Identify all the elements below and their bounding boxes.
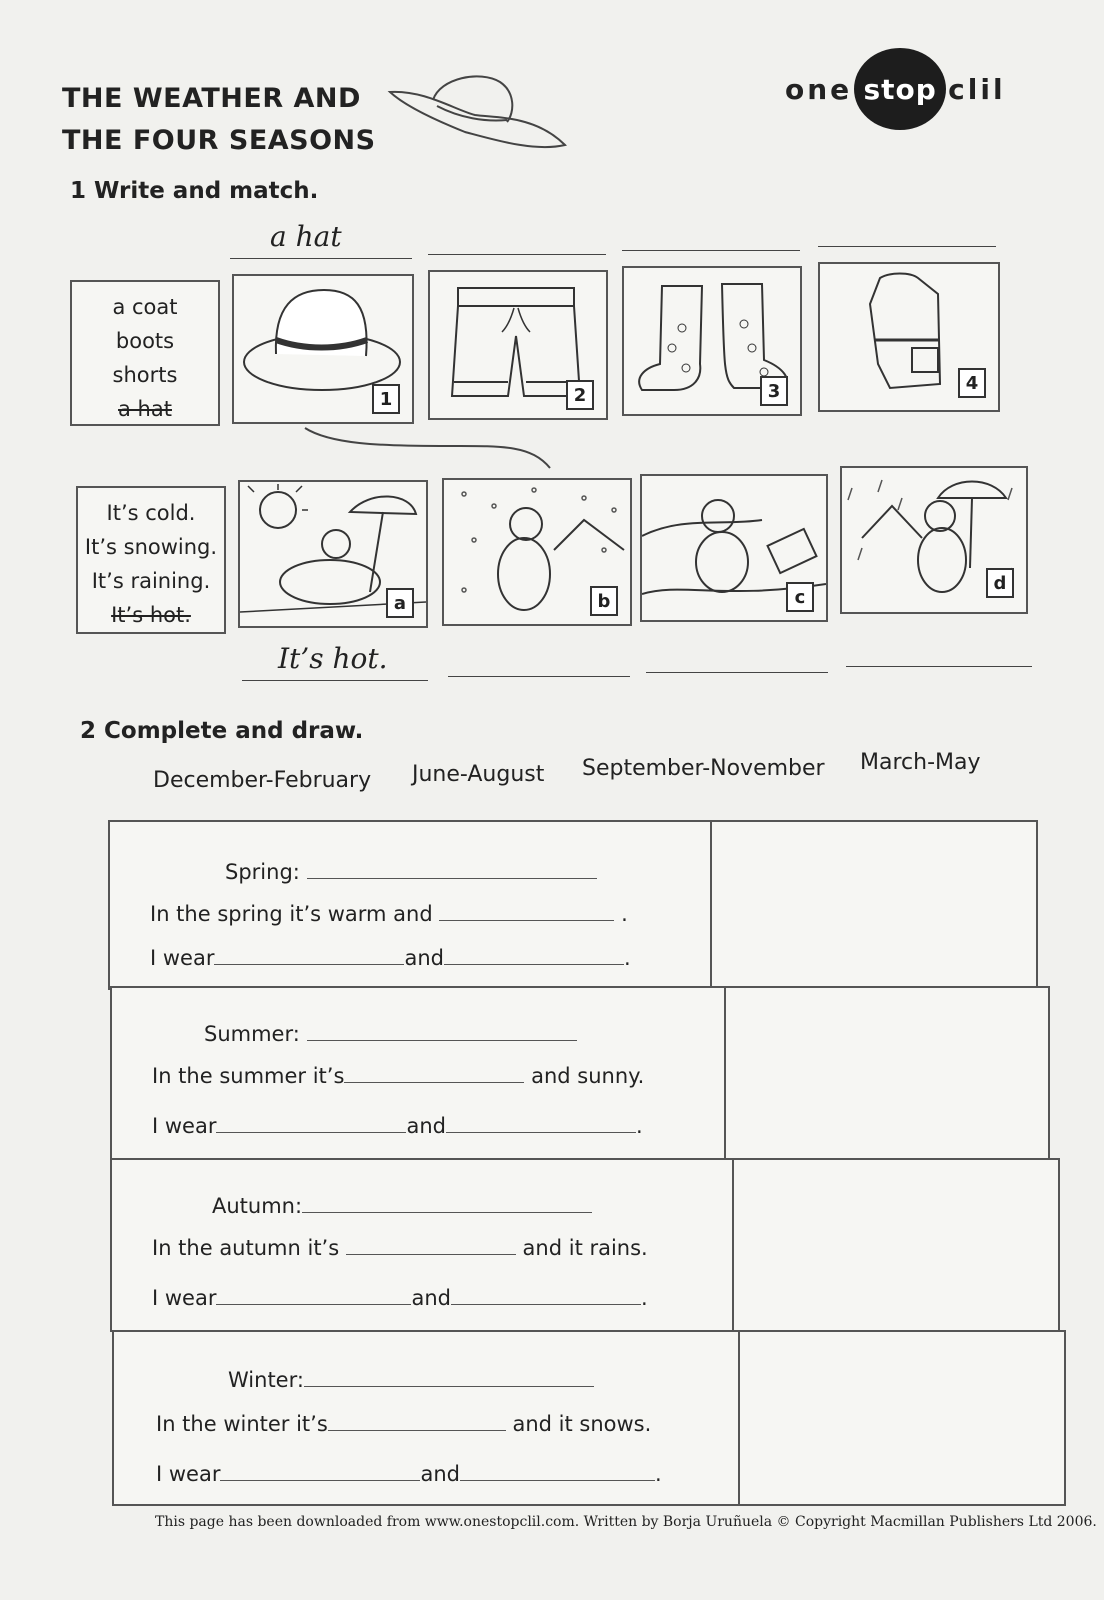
brand-clil: clil bbox=[948, 72, 1006, 106]
match-line bbox=[300, 422, 570, 472]
letter-d: d bbox=[986, 568, 1014, 598]
months-dec-feb: December-February bbox=[153, 768, 372, 793]
picture-snowing bbox=[442, 478, 632, 626]
answer-line-2[interactable] bbox=[428, 254, 606, 255]
spring-wear: I wear bbox=[150, 946, 215, 970]
picture-shorts bbox=[428, 270, 608, 420]
copyright-footer: This page has been downloaded from www.onestopclil.com. Written by Borja Uruñuela © Copyright Macmillan Publishers Ltd 2006. bbox=[155, 1514, 1097, 1530]
word-coat: a coat bbox=[112, 295, 178, 319]
months-sep-nov: September-November bbox=[582, 756, 825, 781]
brand-logo bbox=[785, 48, 1006, 130]
word-snowing: It’s snowing. bbox=[84, 535, 218, 559]
months-mar-may: March-May bbox=[860, 750, 981, 775]
number-2: 2 bbox=[566, 380, 594, 410]
divider bbox=[738, 1332, 740, 1504]
summer-wear: I wear bbox=[152, 1114, 217, 1138]
exercise1-heading: 1 Write and match. bbox=[70, 178, 319, 204]
letter-b: b bbox=[590, 586, 618, 616]
word-hot: It’s hot. bbox=[111, 603, 191, 627]
autumn-label: Autumn: bbox=[212, 1194, 303, 1218]
winter-months-blank[interactable] bbox=[304, 1386, 594, 1387]
autumn-wear: I wear bbox=[152, 1286, 217, 1310]
winter-end: . bbox=[654, 1462, 662, 1486]
autumn-line1: In the autumn it’s bbox=[152, 1236, 340, 1260]
winter-wear: I wear bbox=[156, 1462, 221, 1486]
spring-weather-blank[interactable] bbox=[439, 920, 614, 921]
weather-answer-line-4[interactable] bbox=[846, 666, 1032, 667]
word-hat: a hat bbox=[118, 397, 172, 421]
title-line-1: THE WEATHER AND bbox=[62, 83, 361, 114]
summer-wear-blank-2[interactable] bbox=[446, 1132, 636, 1133]
spring-and: and bbox=[404, 946, 444, 970]
summer-months-blank[interactable] bbox=[307, 1040, 577, 1041]
divider bbox=[724, 988, 726, 1160]
clothes-answer-1: a hat bbox=[270, 220, 342, 253]
autumn-line1-end: and it rains. bbox=[522, 1236, 648, 1260]
winter-drawing-area[interactable] bbox=[742, 1334, 1062, 1502]
months-jun-aug: June-August bbox=[412, 762, 545, 787]
picture-cold bbox=[640, 474, 828, 622]
answer-line-3[interactable] bbox=[622, 250, 800, 251]
winter-wear-blank-1[interactable] bbox=[220, 1480, 420, 1481]
summer-line1: In the summer it’s bbox=[152, 1064, 345, 1088]
weather-answer-line-3[interactable] bbox=[646, 672, 828, 673]
answer-line-1[interactable] bbox=[230, 258, 412, 259]
weather-answer-1: It’s hot. bbox=[278, 642, 388, 675]
brand-one: one bbox=[785, 72, 853, 106]
number-3: 3 bbox=[760, 376, 788, 406]
winter-line1: In the winter it’s bbox=[156, 1412, 328, 1436]
autumn-weather-blank[interactable] bbox=[346, 1254, 516, 1255]
letter-a: a bbox=[386, 588, 414, 618]
spring-wear-blank-1[interactable] bbox=[214, 964, 404, 965]
autumn-box bbox=[110, 1158, 1060, 1332]
summer-wear-blank-1[interactable] bbox=[216, 1132, 406, 1133]
weather-answer-line-1[interactable] bbox=[242, 680, 428, 681]
divider bbox=[732, 1160, 734, 1330]
spring-months-blank[interactable] bbox=[307, 878, 597, 879]
winter-label: Winter: bbox=[228, 1368, 304, 1392]
summer-box bbox=[110, 986, 1050, 1162]
spring-box bbox=[108, 820, 1038, 990]
winter-box bbox=[112, 1330, 1066, 1506]
picture-boots bbox=[622, 266, 802, 416]
winter-wear-blank-2[interactable] bbox=[460, 1480, 655, 1481]
spring-line1-end: . bbox=[621, 902, 628, 926]
autumn-months-blank[interactable] bbox=[302, 1212, 592, 1213]
word-raining: It’s raining. bbox=[91, 569, 211, 593]
autumn-wear-blank-2[interactable] bbox=[451, 1304, 641, 1305]
spring-line1: In the spring it’s warm and bbox=[150, 902, 433, 926]
summer-weather-blank[interactable] bbox=[344, 1082, 524, 1083]
summer-label: Summer: bbox=[204, 1022, 300, 1046]
winter-weather-blank[interactable] bbox=[328, 1430, 506, 1431]
divider bbox=[710, 822, 712, 988]
winter-and: and bbox=[420, 1462, 460, 1486]
number-4: 4 bbox=[958, 368, 986, 398]
spring-drawing-area[interactable] bbox=[714, 824, 1034, 986]
spring-wear-blank-2[interactable] bbox=[444, 964, 624, 965]
word-boots: boots bbox=[115, 329, 175, 353]
picture-hat bbox=[232, 274, 414, 424]
summer-line1-end: and sunny. bbox=[531, 1064, 645, 1088]
word-cold: It’s cold. bbox=[106, 501, 196, 525]
picture-coat bbox=[818, 262, 1000, 412]
word-shorts: shorts bbox=[112, 363, 178, 387]
page-title bbox=[62, 78, 376, 162]
autumn-and: and bbox=[411, 1286, 451, 1310]
spring-label: Spring: bbox=[225, 860, 300, 884]
autumn-drawing-area[interactable] bbox=[736, 1162, 1056, 1328]
sun-hat-drawing bbox=[385, 70, 575, 160]
weather-answer-line-2[interactable] bbox=[448, 676, 630, 677]
autumn-end: . bbox=[640, 1286, 648, 1310]
number-1: 1 bbox=[372, 384, 400, 414]
picture-raining bbox=[840, 466, 1028, 614]
autumn-wear-blank-1[interactable] bbox=[216, 1304, 411, 1305]
weather-word-box bbox=[76, 486, 226, 634]
brand-stop: stop bbox=[854, 48, 946, 130]
spring-end: . bbox=[623, 946, 631, 970]
picture-hot bbox=[238, 480, 428, 628]
answer-line-4[interactable] bbox=[818, 246, 996, 247]
summer-drawing-area[interactable] bbox=[728, 990, 1046, 1158]
letter-c: c bbox=[786, 582, 814, 612]
exercise2-heading: 2 Complete and draw. bbox=[80, 718, 364, 744]
winter-line1-end: and it snows. bbox=[512, 1412, 652, 1436]
summer-end: . bbox=[635, 1114, 643, 1138]
summer-and: and bbox=[406, 1114, 446, 1138]
clothes-word-box bbox=[70, 280, 220, 426]
title-line-2: THE FOUR SEASONS bbox=[62, 125, 376, 156]
